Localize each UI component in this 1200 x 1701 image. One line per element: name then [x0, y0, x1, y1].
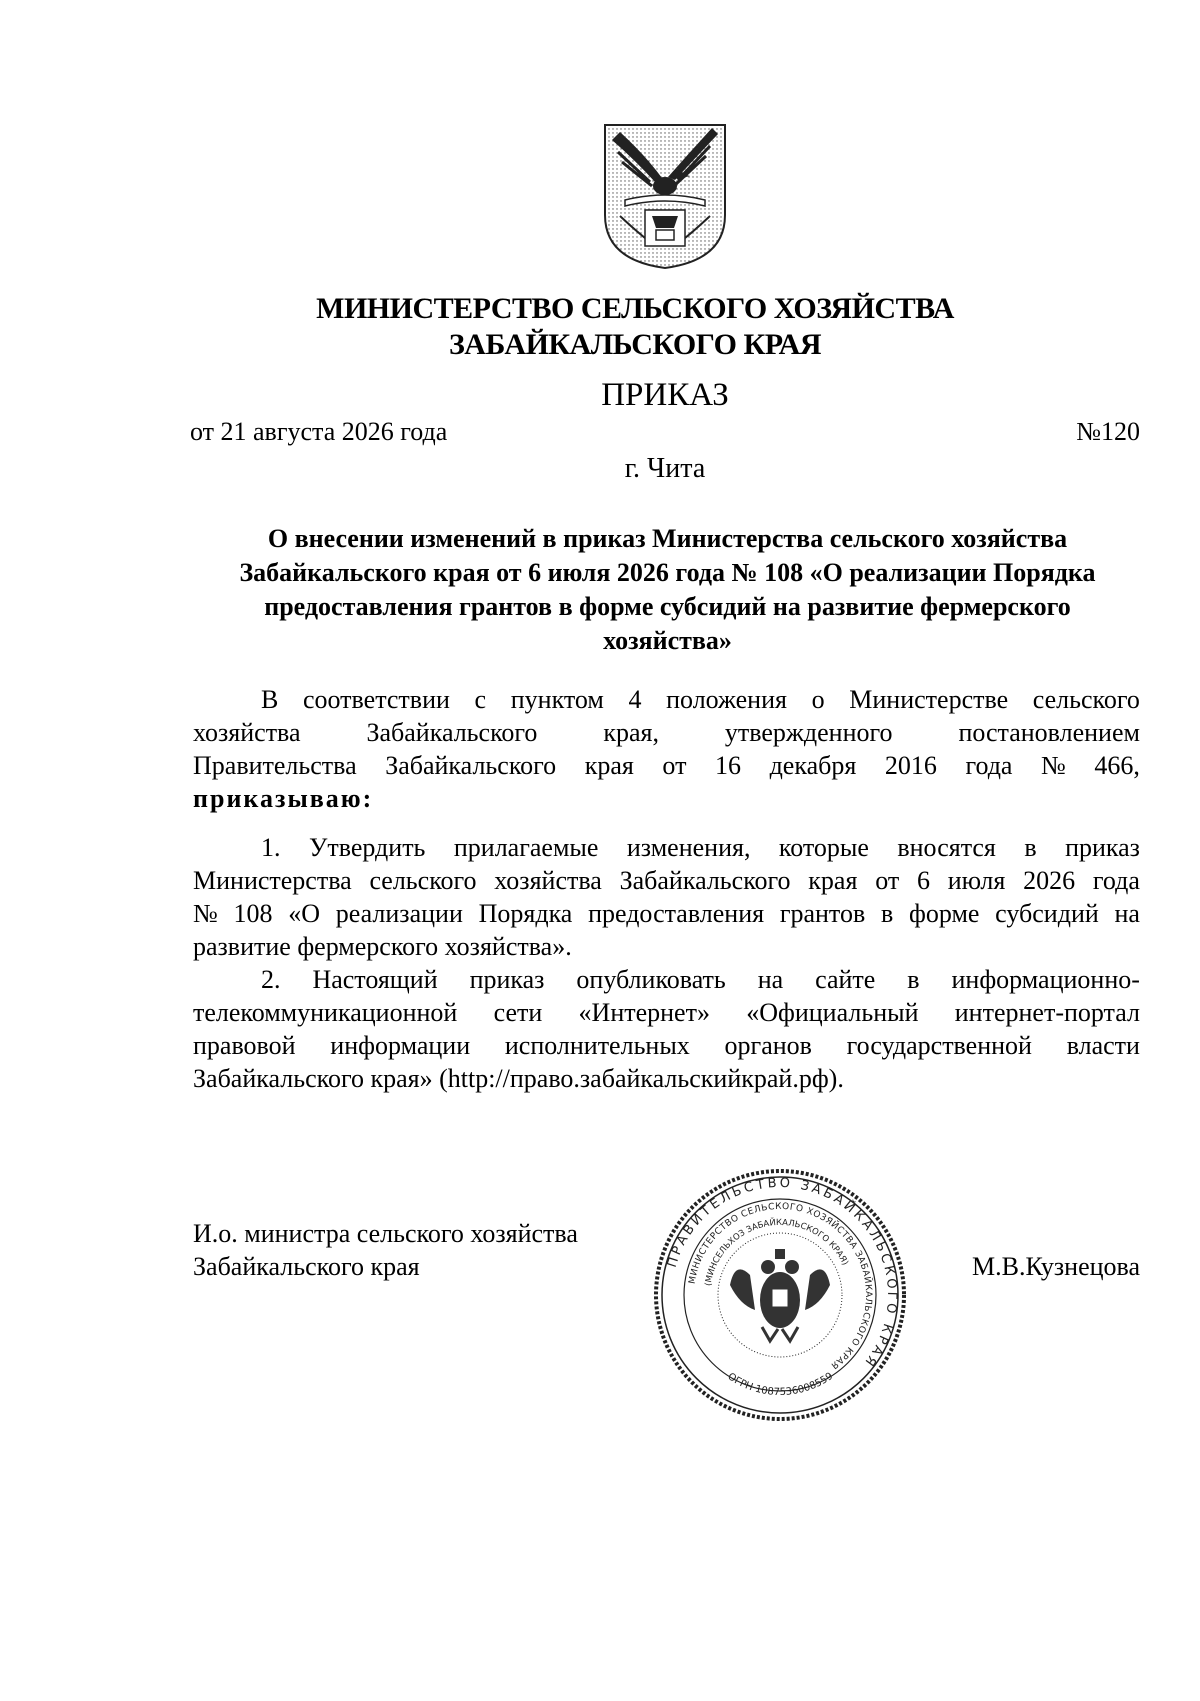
word: сельского	[1032, 685, 1140, 714]
justified-line	[193, 963, 1140, 996]
word: в	[1024, 833, 1037, 862]
word: постановлением	[958, 718, 1140, 747]
justified-line	[193, 831, 1140, 864]
word: информационно-	[951, 965, 1140, 994]
subject-line: хозяйства»	[603, 626, 732, 655]
word: приказ	[1065, 833, 1140, 862]
signatory-name: М.В.Кузнецова	[972, 1252, 1140, 1281]
word: на	[1114, 899, 1140, 928]
document-date: от 21 августа 2026 года	[190, 417, 448, 446]
word: в	[880, 899, 894, 928]
ministry-title-line2: ЗАБАЙКАЛЬСКОГО КРАЯ	[448, 328, 822, 361]
document-type: ПРИКАЗ	[601, 377, 729, 413]
word: 108	[233, 899, 273, 928]
word: интернет-портал	[954, 998, 1140, 1027]
document-number: №120	[1076, 417, 1140, 446]
word: реализации	[335, 899, 463, 928]
signatory-position-line1: И.о. министра сельского хозяйства	[193, 1219, 578, 1248]
word: «О	[288, 899, 321, 928]
word: хозяйства	[193, 718, 301, 747]
word: информации	[330, 1031, 471, 1060]
word: Порядка	[478, 899, 573, 928]
word: Министерства	[193, 866, 352, 895]
word: сайте	[815, 965, 876, 994]
word: от	[662, 751, 687, 780]
word: власти	[1066, 1031, 1140, 1060]
justified-line	[193, 683, 1140, 716]
justified-line	[193, 897, 1140, 930]
subject-line: О внесении изменений в приказ Министерства сельского хозяйства	[267, 524, 1068, 553]
word: на	[757, 965, 784, 994]
word: Министерстве	[849, 685, 1009, 714]
word: Забайкальского	[385, 751, 557, 780]
word: хозяйства	[494, 866, 602, 895]
preamble-paragraph	[193, 683, 1140, 815]
word: Забайкальского	[366, 718, 538, 747]
word: края,	[603, 718, 659, 747]
word: Правительства	[193, 751, 357, 780]
word: 6	[916, 866, 930, 895]
word: года	[1092, 866, 1140, 895]
justified-line	[193, 1029, 1140, 1062]
seal-ogrn: ОГРН 1087536008559	[725, 1370, 836, 1399]
word: Забайкальского	[619, 866, 791, 895]
word: края	[808, 866, 858, 895]
ministry-title-line1: МИНИСТЕРСТВО СЕЛЬСКОГО ХОЗЯЙСТВА	[316, 292, 954, 325]
word: 4	[628, 685, 642, 714]
word: соответствии	[302, 685, 450, 714]
word: положения	[666, 685, 787, 714]
word: «Интернет»	[578, 998, 710, 1027]
order-word: приказываю:	[193, 784, 374, 813]
word: правовой	[193, 1031, 296, 1060]
seal-outer-text: ПРАВИТЕЛЬСТВО ЗАБАЙКАЛЬСКОГО КРАЯ	[664, 1175, 900, 1371]
word: изменения,	[626, 833, 751, 862]
word: 2026	[1023, 866, 1076, 895]
seal-short-text: (МИНСЕЛЬХОЗ ЗАБАЙКАЛЬСКОГО КРАЯ)	[703, 1217, 850, 1287]
word: 466,	[1094, 751, 1140, 780]
paragraph-last-line: Забайкальского края» (http://право.забайкальскийкрай.рф).	[193, 1064, 844, 1093]
word: Утвердить	[308, 833, 426, 862]
justified-line	[193, 749, 1140, 782]
word: 2016	[884, 751, 937, 780]
word: государственной	[846, 1031, 1032, 1060]
paragraph-last-line: развитие фермерского хозяйства».	[193, 932, 572, 961]
official-seal-icon	[650, 1165, 910, 1425]
word: вносятся	[897, 833, 996, 862]
word: субсидий	[995, 899, 1099, 928]
word: предоставления	[588, 899, 765, 928]
word: декабря	[769, 751, 857, 780]
word: исполнительных	[504, 1031, 690, 1060]
word: от	[875, 866, 900, 895]
word: пунктом	[510, 685, 604, 714]
document-subject	[195, 522, 1140, 658]
item-1-paragraph	[193, 831, 1140, 963]
coat-of-arms-icon	[600, 120, 730, 270]
word: №	[193, 899, 218, 928]
word: июля	[947, 866, 1006, 895]
subject-line: Забайкальского края от 6 июля 2026 года № 108 «О реализации Порядка	[239, 558, 1096, 587]
word: утвержденного	[724, 718, 893, 747]
word: в	[907, 965, 920, 994]
word: грантов	[779, 899, 866, 928]
word: с	[474, 685, 487, 714]
document-city: г. Чита	[624, 453, 706, 484]
word: приказ	[469, 965, 545, 994]
word: 1.	[261, 833, 281, 862]
justified-line	[193, 996, 1140, 1029]
word: №	[1041, 751, 1066, 780]
word: прилагаемые	[453, 833, 599, 862]
signatory-position	[193, 1217, 578, 1283]
svg-text:ОГРН 1087536008559	[725, 1371, 835, 1398]
word: сети	[493, 998, 543, 1027]
word: опубликовать	[576, 965, 726, 994]
word: 2.	[261, 965, 281, 994]
word: о	[811, 685, 825, 714]
word: года	[965, 751, 1013, 780]
subject-line: предоставления грантов в форме субсидий на развитие фермерского	[264, 592, 1071, 621]
word: «Официальный	[746, 998, 919, 1027]
word: 16	[715, 751, 742, 780]
word: телекоммуникационной	[193, 998, 458, 1027]
signatory-position-line2: Забайкальского края	[193, 1252, 420, 1281]
justified-line	[193, 864, 1140, 897]
item-2-paragraph	[193, 963, 1140, 1095]
seal-inner-text: МИНИСТЕРСТВО СЕЛЬСКОГО ХОЗЯЙСТВА ЗАБАЙКАЛЬСКОГО КРАЯ	[687, 1201, 874, 1371]
word: края	[584, 751, 634, 780]
word: сельского	[369, 866, 477, 895]
word: которые	[778, 833, 869, 862]
word: форме	[908, 899, 980, 928]
justified-line	[193, 716, 1140, 749]
word: Настоящий	[312, 965, 438, 994]
word: В	[261, 685, 279, 714]
word: органов	[724, 1031, 812, 1060]
